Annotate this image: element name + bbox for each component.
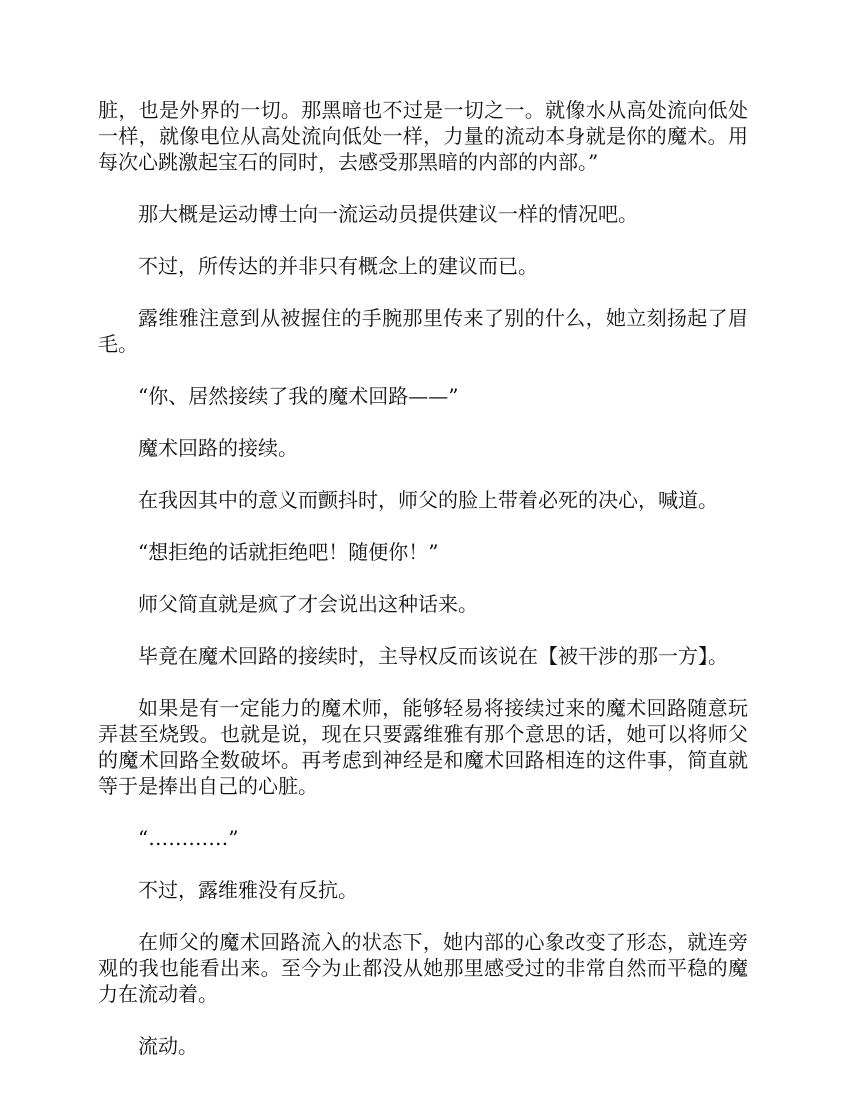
dialogue-paragraph: “…………” xyxy=(138,826,239,850)
paragraph: 如果是有一定能力的魔术师，能够轻易将接续过来的魔术回路随意玩弄甚至烧毁。也就是说，现在只要露维雅有那个意思的话，她可以将师父的魔术回路全数破坏。再考虑到神经是和魔术回路相连的这件事，简直就等于是捧出自己的心脏。 xyxy=(98,696,748,798)
paragraph: 那大概是运动博士向一流运动员提供建议一样的情况吧。 xyxy=(138,202,638,226)
paragraph: 在师父的魔术回路流入的状态下，她内部的心象改变了形态，就连旁观的我也能看出来。至今为止都没从她那里感受过的非常自然而平稳的魔力在流动着。 xyxy=(98,930,748,1006)
paragraph: 不过，所传达的并非只有概念上的建议而已。 xyxy=(138,254,538,278)
paragraph: 露维雅注意到从被握住的手腕那里传来了别的什么，她立刻扬起了眉毛。 xyxy=(98,306,748,356)
dialogue-paragraph: “想拒绝的话就拒绝吧！随便你！” xyxy=(138,540,439,564)
document-page xyxy=(98,97,748,1085)
paragraph: 流动。 xyxy=(138,1034,198,1058)
paragraph-continued: 脏，也是外界的一切。那黑暗也不过是一切之一。就像水从高处流向低处一样，就像电位从高处流向低处一样，力量的流动本身就是你的魔术。用每次心跳激起宝石的同时，去感受那黑暗的内部的内部。” xyxy=(98,98,748,174)
paragraph: 毕竟在魔术回路的接续时，主导权反而该说在【被干涉的那一方】。 xyxy=(138,644,728,668)
paragraph: 师父简直就是疯了才会说出这种话来。 xyxy=(138,592,478,616)
paragraph: 不过，露维雅没有反抗。 xyxy=(138,878,358,902)
paragraph: 在我因其中的意义而颤抖时，师父的脸上带着必死的决心，喊道。 xyxy=(138,488,718,512)
paragraph: 魔术回路的接续。 xyxy=(138,436,298,460)
dialogue-paragraph: “你、居然接续了我的魔术回路——” xyxy=(138,384,459,408)
